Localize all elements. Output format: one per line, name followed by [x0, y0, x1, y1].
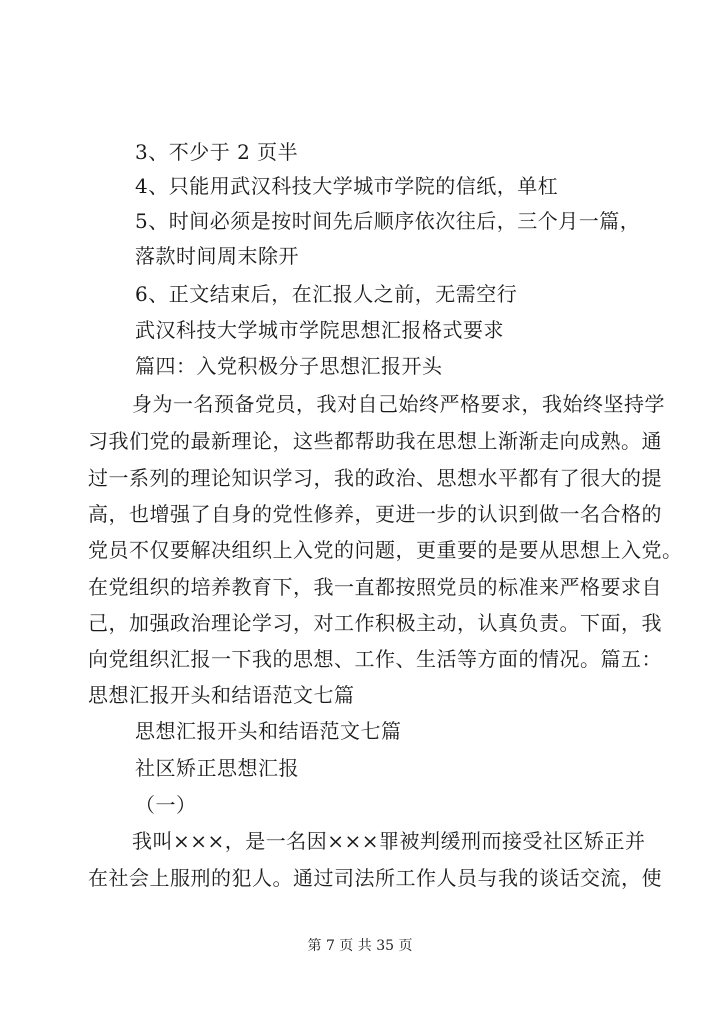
section-heading: 思想汇报开头和结语范文七篇: [135, 719, 402, 743]
section-heading: 篇四：入党积极分子思想汇报开头: [135, 354, 443, 378]
page-footer: 第 7 页 共 35 页: [307, 938, 413, 954]
paragraph-line: 过一系列的理论知识学习，我的政治、思想水平都有了很大的提: [88, 466, 662, 490]
text-line: 6、正文结束后，在汇报人之前，无需空行: [135, 282, 518, 306]
text-line: 3、不少于 2 页半: [135, 140, 299, 164]
paragraph-line: 身为一名预备党员，我对自己始终严格要求，我始终坚持学: [132, 392, 665, 416]
paragraph-line: 高，也增强了自身的党性修养，更进一步的认识到做一名合格的: [88, 502, 662, 526]
section-number: （一）: [135, 793, 197, 817]
paragraph-line: 在社会上服刑的犯人。通过司法所工作人员与我的谈话交流，使: [88, 866, 662, 890]
paragraph-line: 我叫×××，是一名因×××罪被判缓刑而接受社区矫正并: [132, 829, 646, 853]
paragraph-line: 在党组织的培养教育下，我一直都按照党员的标准来严格要求自: [88, 575, 662, 599]
paragraph-line: 己，加强政治理论学习，对工作积极主动，认真负责。下面，我: [88, 611, 662, 635]
section-heading: 武汉科技大学城市学院思想汇报格式要求: [135, 318, 504, 342]
text-line: 4、只能用武汉科技大学城市学院的信纸，单杠: [135, 174, 559, 198]
text-line: 5、时间必须是按时间先后顺序依次往后，三个月一篇，: [135, 209, 641, 233]
paragraph-line: 习我们党的最新理论，这些都帮助我在思想上渐渐走向成熟。通: [88, 429, 662, 453]
paragraph-line: 思想汇报开头和结语范文七篇: [88, 683, 355, 707]
section-heading: 社区矫正思想汇报: [135, 756, 299, 780]
paragraph-line: 党员不仅要解决组织上入党的问题，更重要的是要从思想上入党。: [88, 538, 683, 562]
paragraph-line: 向党组织汇报一下我的思想、工作、生活等方面的情况。篇五：: [88, 647, 662, 671]
text-line: 落款时间周末除开: [135, 244, 299, 268]
